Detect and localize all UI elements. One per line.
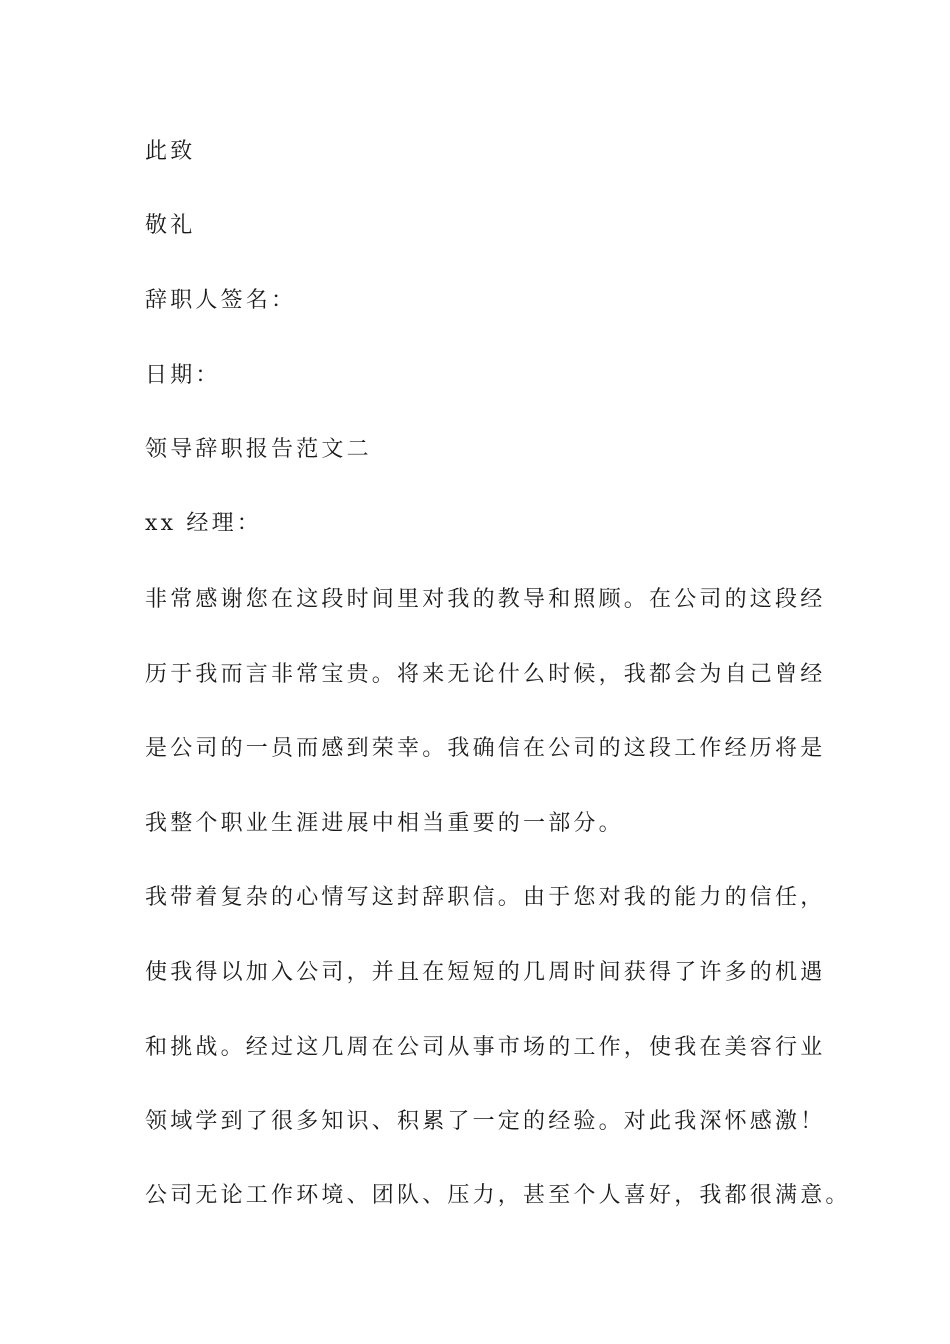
section-title: 领导辞职报告范文二: [145, 437, 372, 462]
body-line: 我整个职业生涯进展中相当重要的一部分。: [145, 811, 624, 836]
body-line: 领域学到了很多知识、积累了一定的经验。对此我深怀感激！: [145, 1109, 826, 1134]
body-line: 历于我而言非常宝贵。将来无论什么时候，我都会为自己曾经: [145, 662, 826, 687]
body-line: 和挑战。经过这几周在公司从事市场的工作，使我在美容行业: [145, 1035, 826, 1060]
body-line: 非常感谢您在这段时间里对我的教导和照顾。在公司的这段经: [145, 587, 826, 612]
body-line: 我带着复杂的心情写这封辞职信。由于您对我的能力的信任，: [145, 885, 826, 910]
signature-label: 辞职人签名：: [145, 288, 297, 313]
body-line: 公司无论工作环境、团队、压力，甚至个人喜好，我都很满意。: [145, 1183, 851, 1208]
closing-salutation-1: 此致: [145, 139, 196, 164]
date-label: 日期：: [145, 363, 221, 388]
body-line: 是公司的一员而感到荣幸。我确信在公司的这段工作经历将是: [145, 736, 826, 761]
closing-salutation-2: 敬礼: [145, 213, 196, 238]
addressee: xx 经理：: [145, 511, 263, 536]
body-line: 使我得以加入公司，并且在短短的几周时间获得了许多的机遇: [145, 960, 826, 985]
